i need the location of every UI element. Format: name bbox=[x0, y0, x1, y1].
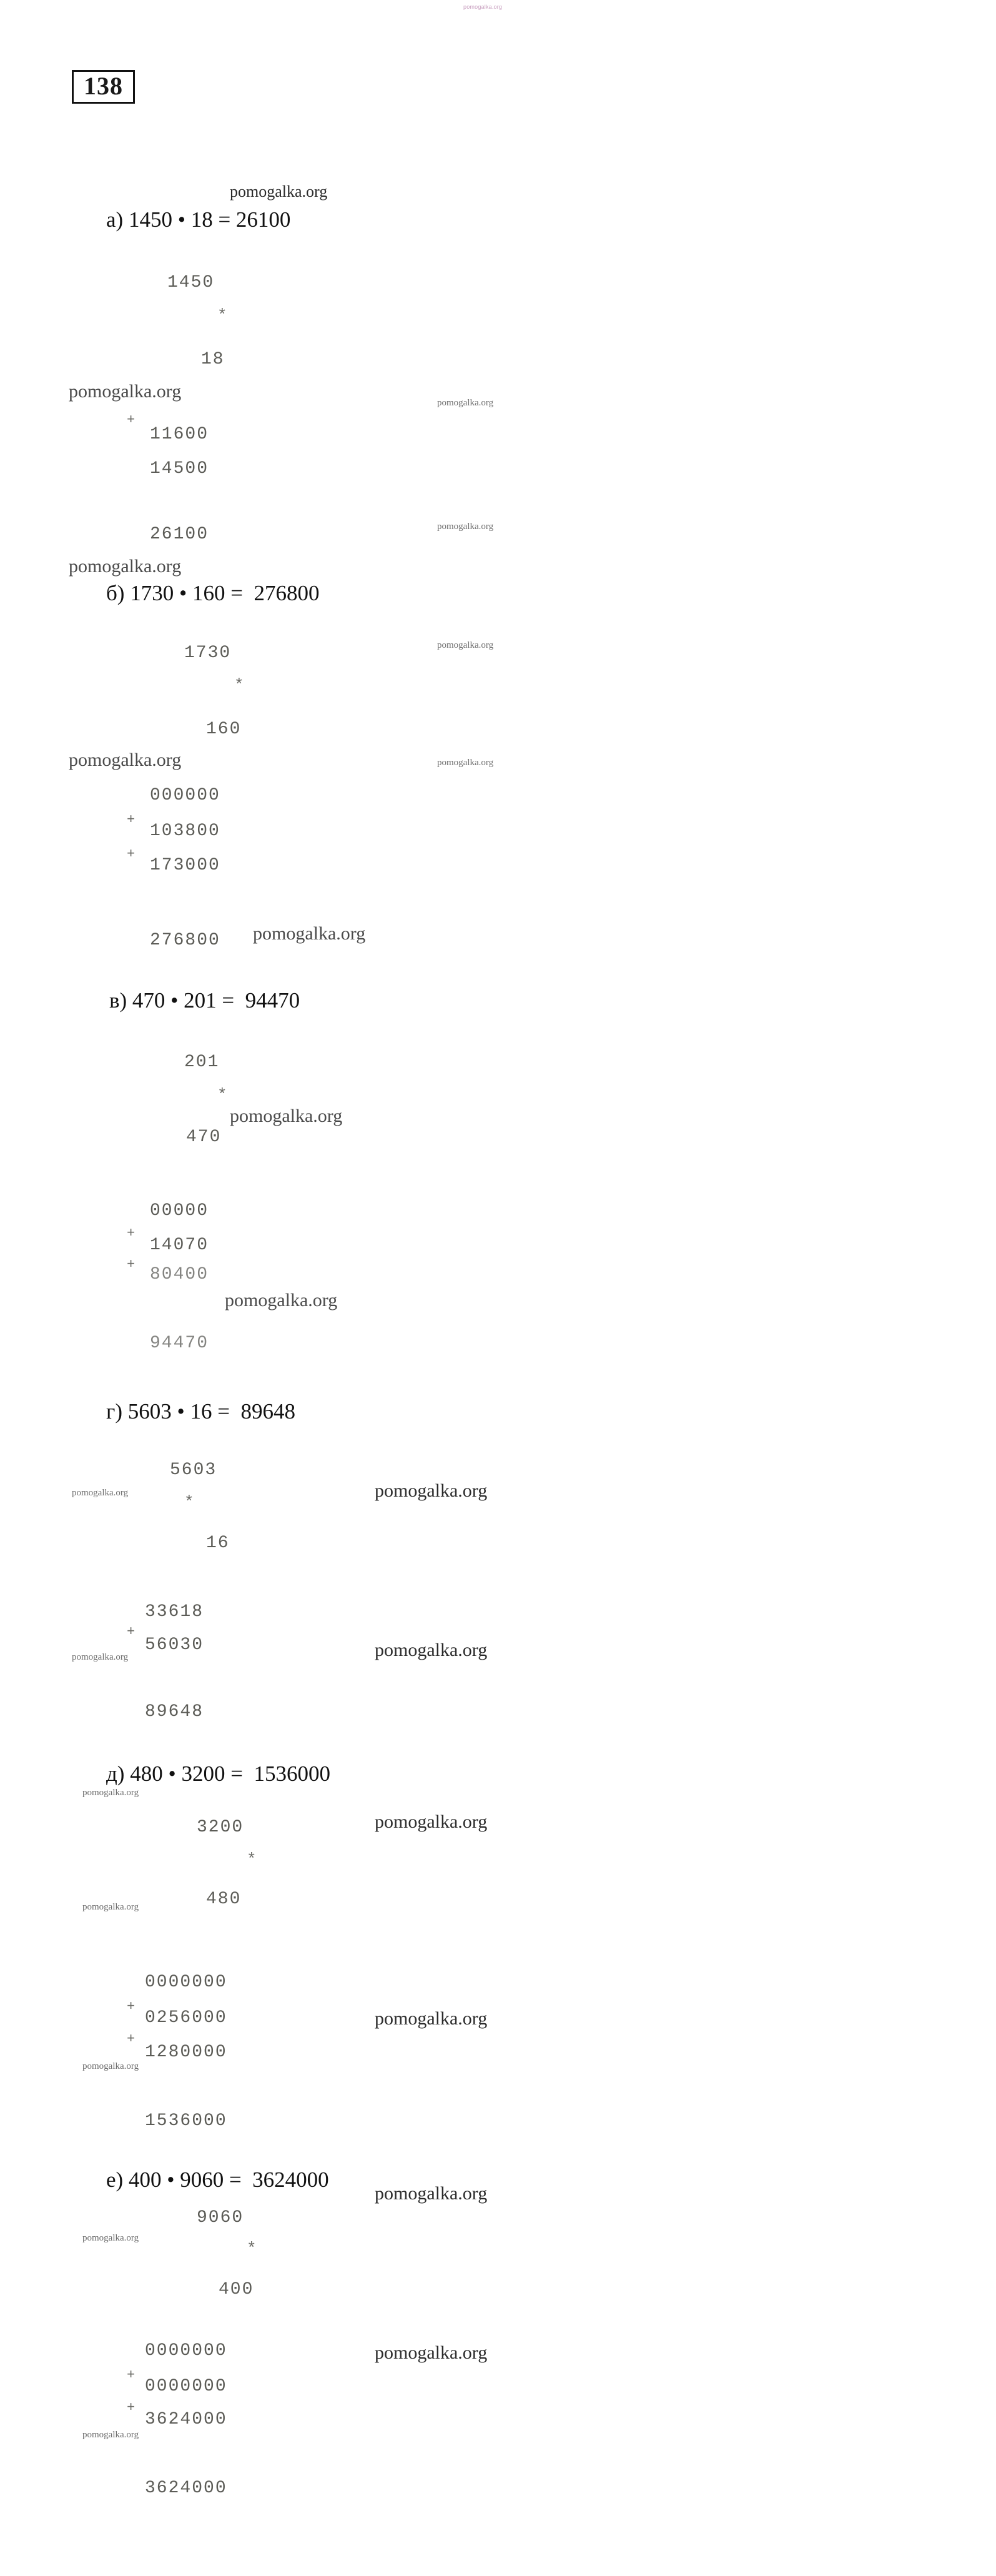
watermark: pomogalka.org bbox=[69, 381, 182, 402]
factor2-b: 160 bbox=[206, 720, 242, 739]
operator-d: * bbox=[247, 1850, 258, 1869]
plus-sign-v-1: + bbox=[127, 1226, 137, 1241]
watermark: pomogalka.org bbox=[82, 2430, 139, 2440]
partial-v-3: 80400 bbox=[150, 1265, 209, 1284]
factor1-b: 1730 bbox=[184, 643, 232, 663]
factor2-e: 400 bbox=[219, 2280, 254, 2299]
result-v: 94470 bbox=[150, 1334, 209, 1353]
watermark: pomogalka.org bbox=[82, 1902, 139, 1912]
result-e: 3624000 bbox=[145, 2479, 227, 2498]
partial-g-2: 56030 bbox=[145, 1635, 204, 1655]
partial-d-1: 0000000 bbox=[145, 1973, 227, 1992]
watermark: pomogalka.org bbox=[375, 2008, 488, 2029]
watermark: pomogalka.org bbox=[82, 1788, 139, 1798]
watermark: pomogalka.org bbox=[230, 1106, 343, 1126]
result-d: 1536000 bbox=[145, 2111, 227, 2131]
factor1-a: 1450 bbox=[167, 273, 215, 292]
partial-g-1: 33618 bbox=[145, 1602, 204, 1622]
factor1-d: 3200 bbox=[197, 1818, 244, 1837]
operator-e: * bbox=[247, 2239, 258, 2258]
partial-d-2: 0256000 bbox=[145, 2008, 227, 2028]
task-statement-a: а) 1450 • 18 = 26100 bbox=[106, 207, 291, 232]
task-statement-e: е) 400 • 9060 = 3624000 bbox=[106, 2167, 329, 2192]
partial-v-2: 14070 bbox=[150, 1236, 209, 1255]
watermark: pomogalka.org bbox=[437, 758, 494, 768]
watermark-top: pomogalka.org bbox=[463, 4, 503, 10]
plus-sign-a: + bbox=[127, 412, 137, 428]
watermark: pomogalka.org bbox=[375, 1811, 488, 1832]
partial-d-3: 1280000 bbox=[145, 2043, 227, 2062]
factor1-g: 5603 bbox=[170, 1460, 217, 1480]
task-statement-v: в) 470 • 201 = 94470 bbox=[109, 988, 300, 1013]
partial-b-2: 103800 bbox=[150, 821, 220, 841]
watermark: pomogalka.org bbox=[72, 1488, 129, 1498]
watermark: pomogalka.org bbox=[437, 398, 494, 408]
watermark: pomogalka.org bbox=[230, 182, 328, 201]
partial-b-3: 173000 bbox=[150, 856, 220, 875]
partial-v-1: 00000 bbox=[150, 1201, 209, 1221]
plus-sign-b-2: + bbox=[127, 846, 137, 862]
operator-v: * bbox=[217, 1086, 229, 1104]
partial-e-3: 3624000 bbox=[145, 2410, 227, 2429]
factor2-a: 18 bbox=[201, 350, 225, 369]
watermark: pomogalka.org bbox=[69, 750, 182, 770]
result-g: 89648 bbox=[145, 1702, 204, 1721]
factor2-v: 470 bbox=[186, 1127, 222, 1147]
plus-sign-d-2: + bbox=[127, 2031, 137, 2047]
watermark: pomogalka.org bbox=[375, 1480, 488, 1501]
task-statement-b: б) 1730 • 160 = 276800 bbox=[106, 581, 320, 605]
watermark: pomogalka.org bbox=[375, 2183, 488, 2204]
operator-a: * bbox=[217, 306, 229, 325]
result-b: 276800 bbox=[150, 931, 220, 950]
partial-a-2: 14500 bbox=[150, 459, 209, 478]
factor1-v: 201 bbox=[184, 1053, 220, 1072]
factor1-e: 9060 bbox=[197, 2208, 244, 2227]
plus-sign-g: + bbox=[127, 1624, 137, 1640]
watermark: pomogalka.org bbox=[69, 556, 182, 577]
partial-e-2: 0000000 bbox=[145, 2377, 227, 2396]
operator-g: * bbox=[184, 1493, 195, 1512]
partial-b-1: 000000 bbox=[150, 786, 220, 805]
watermark: pomogalka.org bbox=[437, 640, 494, 650]
task-statement-g: г) 5603 • 16 = 89648 bbox=[106, 1399, 296, 1424]
watermark: pomogalka.org bbox=[82, 2061, 139, 2071]
plus-sign-e-2: + bbox=[127, 2400, 137, 2415]
partial-a-1: 11600 bbox=[150, 425, 209, 444]
plus-sign-d-1: + bbox=[127, 1999, 137, 2014]
operator-b: * bbox=[234, 676, 245, 695]
result-a: 26100 bbox=[150, 525, 209, 544]
watermark: pomogalka.org bbox=[225, 1290, 338, 1310]
plus-sign-e-1: + bbox=[127, 2367, 137, 2383]
plus-sign-b-1: + bbox=[127, 812, 137, 828]
watermark: pomogalka.org bbox=[82, 2233, 139, 2243]
task-statement-d: д) 480 • 3200 = 1536000 bbox=[106, 1761, 330, 1786]
watermark: pomogalka.org bbox=[437, 522, 494, 532]
factor2-g: 16 bbox=[206, 1533, 230, 1553]
watermark: pomogalka.org bbox=[253, 923, 366, 944]
plus-sign-v-2: + bbox=[127, 1257, 137, 1272]
watermark: pomogalka.org bbox=[72, 1652, 129, 1662]
partial-e-1: 0000000 bbox=[145, 2341, 227, 2361]
watermark: pomogalka.org bbox=[375, 1640, 488, 1660]
factor2-d: 480 bbox=[206, 1890, 242, 1909]
watermark: pomogalka.org bbox=[375, 2342, 488, 2363]
exercise-number: 138 bbox=[72, 70, 135, 104]
